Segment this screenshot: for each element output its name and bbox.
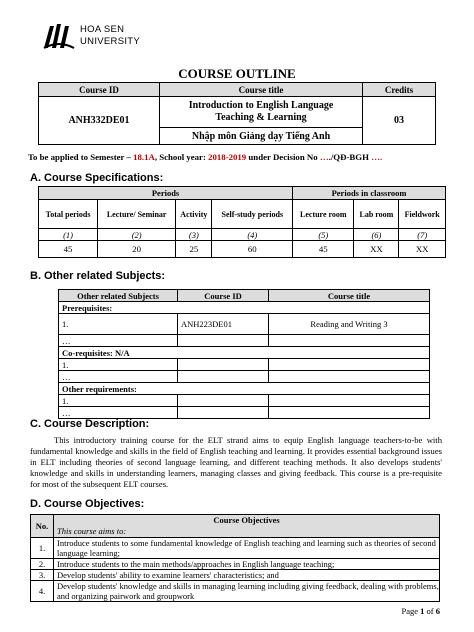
classroom-group: Periods in classroom xyxy=(293,187,446,200)
coreq-label: Co-requisites: N/A xyxy=(59,347,430,359)
section-a-heading: A. Course Specifications: xyxy=(30,172,164,184)
course-title-en-2: Teaching & Learning xyxy=(215,112,307,123)
col-credits: Credits xyxy=(363,83,436,97)
obj-text: Introduce students to some fundamental knowledge of English teaching and learning such as theories of second language learning; xyxy=(54,538,440,559)
spec-idx: (5) xyxy=(293,229,354,241)
spec-val: 25 xyxy=(176,241,212,258)
page-current: 1 xyxy=(420,606,425,616)
applied-semester-line xyxy=(28,152,382,162)
course-credits: 03 xyxy=(363,97,436,145)
apply-dots-2: …. xyxy=(371,152,383,162)
related-subjects-table xyxy=(58,289,430,419)
ellipsis-cell: … xyxy=(59,407,178,419)
obj-no: 2. xyxy=(31,559,54,570)
course-title-vi: Nhập môn Giảng dạy Tiếng Anh xyxy=(160,128,363,145)
rel-col-id: Course ID xyxy=(178,290,269,302)
spec-idx: (2) xyxy=(98,229,176,241)
obj-col-no: No. xyxy=(31,515,54,538)
col-course-title: Course title xyxy=(160,83,363,97)
obj-intro: This course aims to: xyxy=(57,526,127,536)
spec-idx: (1) xyxy=(39,229,98,241)
coreq-no: 1. xyxy=(59,359,178,371)
course-description: This introductory training course for the ELT strand aims to equip English language teachers-to-be with fundamental knowledge and skills in the field of English teaching and learning. It provides essential background issues in ELT including theories of second language learning, and different teaching methods. It also develops students' knowledge and skills in understanding learners, managing classes and giving feedback. This course is a pre-requisite for most of the subsequent ELT courses. xyxy=(30,435,442,489)
spec-idx: (4) xyxy=(212,229,293,241)
obj-col-header: Course Objectives xyxy=(213,515,280,525)
apply-after: under Decision No xyxy=(246,152,320,162)
apply-decision: ./QĐ-BGH xyxy=(328,152,372,162)
prereq-label: Prerequisites: xyxy=(59,302,430,314)
ellipsis-cell: … xyxy=(59,335,178,347)
page-of: of xyxy=(424,606,436,616)
document-title: COURSE OUTLINE xyxy=(178,66,296,81)
spec-val: 45 xyxy=(39,241,98,258)
prereq-no: 1. xyxy=(59,314,178,335)
spec-col-fieldwork: Fieldwork xyxy=(399,200,446,229)
obj-text: Develop students' knowledge and skills in managing learning including giving feedback, dealing with problems, and organizing pairwork and groupwork xyxy=(54,581,440,602)
apply-semester: 18.1A xyxy=(133,152,155,162)
page-total: 6 xyxy=(435,606,440,616)
apply-dots-1: … xyxy=(319,152,329,162)
spec-val: XX xyxy=(399,241,446,258)
other-req-label: Other requirements: xyxy=(59,383,430,395)
spec-col-lecture-room: Lecture room xyxy=(293,200,354,229)
apply-year: 2018-2019 xyxy=(208,152,247,162)
ellipsis-cell: … xyxy=(59,371,178,383)
spec-idx: (3) xyxy=(176,229,212,241)
spec-col-lecture: Lecture/ Seminar xyxy=(98,200,176,229)
university-logo xyxy=(42,20,162,54)
course-id: ANH332DE01 xyxy=(39,97,160,145)
prereq-id: ANH223DE01 xyxy=(178,314,269,335)
section-b-heading: B. Other related Subjects: xyxy=(30,270,166,282)
logo-line-2: UNIVERSITY xyxy=(80,36,141,47)
logo-line-1: HOA SEN xyxy=(80,24,125,35)
spec-val: XX xyxy=(354,241,399,258)
apply-prefix: To be applied to Semester – xyxy=(28,152,134,162)
spec-col-selfstudy: Self-study periods xyxy=(212,200,293,229)
other-no: 1. xyxy=(59,395,178,407)
page-number xyxy=(402,606,441,616)
spec-col-total: Total periods xyxy=(39,200,98,229)
lotus-logo-icon xyxy=(42,22,76,50)
obj-text: Develop students' ability to examine learners' characteristics; and xyxy=(54,570,440,581)
prereq-title: Reading and Writing 3 xyxy=(269,314,430,335)
spec-val: 60 xyxy=(212,241,293,258)
rel-col-subjects: Other related Subjects xyxy=(59,290,178,302)
rel-col-title: Course title xyxy=(269,290,430,302)
spec-val: 45 xyxy=(293,241,354,258)
spec-col-lab: Lab room xyxy=(354,200,399,229)
section-d-heading: D. Course Objectives: xyxy=(30,498,145,510)
obj-text: Introduce students to the main methods/approaches in English language teaching; xyxy=(54,559,440,570)
obj-no: 3. xyxy=(31,570,54,581)
spec-col-activity: Activity xyxy=(176,200,212,229)
section-c-heading: C. Course Description: xyxy=(30,418,150,430)
spec-idx: (6) xyxy=(354,229,399,241)
col-course-id: Course ID xyxy=(39,83,160,97)
obj-no: 4. xyxy=(31,581,54,602)
course-title-en-1: Introduction to English Language xyxy=(188,100,334,111)
spec-val: 20 xyxy=(98,241,176,258)
obj-no: 1. xyxy=(31,538,54,559)
periods-group: Periods xyxy=(39,187,293,200)
spec-idx: (7) xyxy=(399,229,446,241)
apply-mid: , School year: xyxy=(154,152,209,162)
course-objectives-table xyxy=(30,514,440,602)
course-specifications-table xyxy=(38,186,446,258)
page-prefix: Page xyxy=(401,606,421,616)
course-info-table xyxy=(38,82,436,145)
